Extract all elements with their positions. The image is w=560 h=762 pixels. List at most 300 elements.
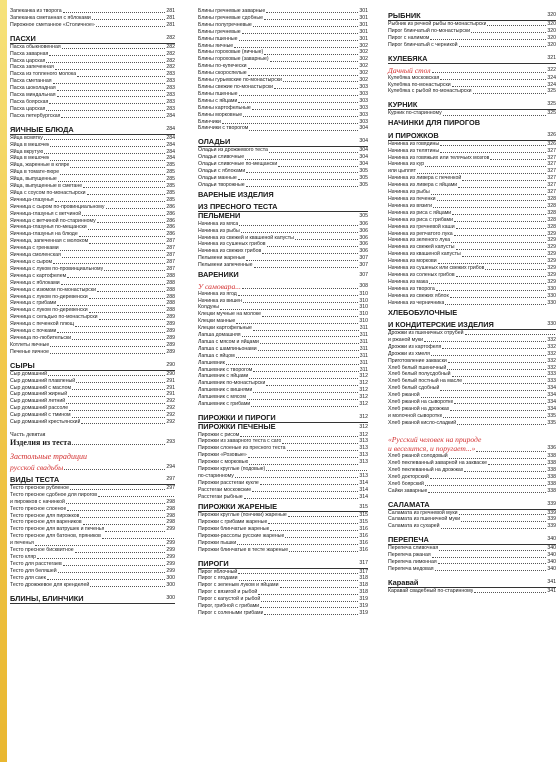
toc-entry	[198, 547, 368, 554]
section-heading	[198, 212, 368, 221]
page-number: 305	[359, 181, 368, 188]
toc-entry	[388, 474, 556, 481]
page-number: 297	[166, 484, 175, 491]
dot-leader	[432, 72, 547, 73]
dot-leader	[79, 236, 166, 237]
toc-entry	[10, 44, 175, 51]
dot-leader	[248, 75, 359, 76]
page-number: 298	[166, 505, 175, 512]
page-number: 333	[547, 378, 556, 385]
page-number: 288	[166, 279, 175, 286]
section-heading	[10, 361, 175, 371]
section-heading	[10, 475, 175, 485]
dot-leader	[435, 570, 547, 571]
toc-entry	[10, 554, 175, 561]
entry-title: Блины пшенные	[198, 35, 238, 42]
toc-entry	[198, 346, 368, 353]
page-number: 327	[547, 182, 556, 189]
dot-leader	[459, 514, 547, 515]
dot-leader	[72, 444, 165, 445]
toc-entry	[198, 540, 368, 547]
toc-entry	[198, 339, 368, 346]
dot-leader	[248, 457, 359, 458]
page-number: 302	[359, 56, 368, 63]
toc-entry	[10, 135, 175, 142]
dot-leader	[239, 95, 359, 96]
dot-leader	[463, 383, 546, 384]
page-number: 285	[166, 189, 175, 196]
toc-entry	[10, 252, 175, 259]
section-heading	[10, 34, 175, 44]
dot-leader	[238, 179, 359, 180]
dot-leader	[87, 194, 166, 195]
dot-leader	[57, 305, 165, 306]
dot-leader	[50, 353, 165, 354]
dot-leader	[235, 477, 359, 478]
entry-title: Начинка из сушеных грибов	[198, 241, 266, 248]
dot-leader	[431, 355, 546, 356]
page-number: 306	[359, 248, 368, 255]
dot-leader	[61, 117, 165, 118]
entry-title: Пирог с солеными грибами	[198, 609, 264, 616]
page-number: 338	[547, 460, 556, 466]
dot-leader	[48, 375, 165, 376]
entry-title: Хлеб ржаной кисло-сладкий	[388, 419, 457, 426]
dot-leader	[72, 389, 165, 390]
page-number: 329	[547, 258, 556, 265]
heading-title: РЫБНИК	[388, 11, 421, 20]
toc-entry	[198, 596, 368, 603]
entry-title: Тесто пресное сдобное для пирогов	[10, 491, 98, 498]
page-number: 299	[166, 567, 175, 574]
entry-title: Хлеб белый постный на масле	[388, 378, 463, 385]
dot-leader	[264, 19, 358, 20]
dot-leader	[253, 330, 359, 331]
entry-title: и пирожков с начинкой	[10, 498, 65, 505]
page-number: 325	[547, 110, 556, 117]
section-heading	[388, 500, 556, 510]
toc-entry	[388, 244, 556, 251]
entry-title: Пирожки с морковью	[198, 459, 249, 466]
page-number: 328	[547, 223, 556, 230]
entry-title: Пирог с капустой и рыбой	[198, 596, 261, 603]
entry-title: Начинка из кур	[388, 161, 425, 168]
toc-entry	[10, 519, 175, 526]
entry-title: Лапша с яйцом	[198, 352, 235, 359]
toc-entry	[388, 330, 556, 337]
dot-leader	[50, 146, 165, 147]
toc-entry	[198, 360, 368, 367]
page-number: 292	[166, 412, 175, 419]
spacer	[10, 356, 175, 358]
dot-leader	[37, 558, 165, 559]
toc-entry	[10, 51, 175, 58]
page-number: 340	[547, 545, 556, 552]
page-number: 318	[359, 575, 368, 582]
entry-title: Пирог с налимом	[388, 34, 430, 41]
toc-entry	[10, 335, 175, 342]
toc-entry	[10, 92, 175, 99]
toc-entry	[10, 506, 175, 513]
entry-title: Пирожки «Розовые»	[198, 452, 247, 459]
dot-leader	[57, 90, 166, 91]
dot-leader	[88, 229, 166, 230]
toc-entry	[198, 112, 368, 119]
dot-leader	[433, 207, 546, 208]
entry-title: Начинка из свежей капусты	[388, 244, 455, 251]
entry-title: Пирог с ягодами	[198, 575, 238, 582]
dot-leader	[448, 362, 547, 363]
page-number: 284	[166, 112, 175, 119]
page-number: 288	[166, 272, 175, 279]
toc-entry	[388, 155, 556, 162]
entry-title: Пирог блинчатый с черникой	[388, 41, 458, 48]
toc-entry	[10, 307, 175, 314]
dot-leader	[430, 39, 546, 40]
page-number: 327	[547, 175, 556, 182]
page-number: 314	[359, 479, 368, 486]
entry-title: Яйца, жаренные в кляре	[10, 162, 70, 169]
page-number: 327	[547, 168, 556, 175]
toc-entry	[388, 251, 556, 258]
page-number: 340	[547, 565, 556, 572]
entry-title: Котлеты яичные	[10, 341, 50, 348]
page-number: 326	[547, 131, 556, 138]
dot-leader	[266, 470, 367, 471]
toc-entry	[198, 105, 368, 112]
entry-title: Начинка из ливера с печенкой	[388, 175, 462, 182]
spacer	[388, 95, 556, 97]
page-number: 315	[359, 518, 368, 525]
page-number: 339	[547, 500, 556, 507]
entry-title: Яйца, выпущенные	[10, 176, 57, 183]
entry-title: Блины морковные	[198, 111, 243, 118]
dot-leader	[459, 46, 547, 47]
dot-leader	[62, 48, 166, 49]
toc-entry	[198, 125, 368, 132]
entry-title: Яичница с сыром по-провинциальному	[10, 203, 105, 210]
dot-leader	[70, 167, 165, 168]
toc-entry	[10, 176, 175, 183]
heading-title: САЛАМАТА	[388, 499, 430, 509]
toc-entry	[198, 603, 368, 610]
dot-leader	[244, 498, 359, 499]
page-number: 299	[166, 540, 175, 547]
toc-entry	[388, 168, 556, 175]
dot-leader	[49, 55, 165, 56]
entry-title: Лапша с шампиньонами	[198, 345, 257, 352]
dot-leader	[46, 62, 165, 63]
entry-title: Пирог с вязигой и рыбой	[198, 589, 258, 596]
dot-leader	[44, 153, 165, 154]
spacer	[388, 495, 556, 497]
dot-leader	[67, 510, 165, 511]
entry-title: Запеканка сметанная с яблоками	[10, 14, 91, 21]
entry-title: Тесто для беляшей	[10, 567, 57, 574]
heading-title: КУРНИК	[388, 100, 418, 110]
page-number: 312	[359, 387, 368, 394]
dot-leader	[295, 239, 358, 240]
dot-leader	[222, 123, 358, 124]
entry-title: Начинка из квашеной капусты	[388, 251, 461, 258]
page-number: 306	[359, 227, 368, 234]
page-number: 332	[547, 343, 556, 350]
page-number: 322	[547, 66, 556, 73]
toc-entry	[388, 182, 556, 189]
toc-entry	[10, 64, 175, 71]
entry-title: и молочной сыворотке	[388, 412, 443, 419]
page-number: 303	[359, 90, 368, 97]
dot-leader	[474, 592, 546, 593]
page-number: 332	[547, 357, 556, 364]
entry-title: Пирожки круглые (подовые)	[198, 466, 266, 473]
toc-entry	[10, 142, 175, 149]
entry-title: Пирог, грибной с грибами	[198, 603, 260, 610]
entry-title: Хлеб ржаной на дрожжах	[388, 405, 450, 412]
toc-entry	[198, 380, 368, 387]
page-number: 339	[547, 523, 556, 530]
page-number: 287	[166, 252, 175, 259]
page-number: 283	[166, 92, 175, 99]
toc-entry	[10, 211, 175, 218]
page-number: 313	[359, 472, 368, 479]
dot-leader	[428, 492, 546, 493]
toc-entry	[388, 365, 556, 372]
toc-entry	[388, 189, 556, 196]
entry-title: Клецки картофельные	[198, 325, 252, 332]
entry-title: Начинка из соленых грибов	[388, 271, 455, 278]
entry-title: Приготовление закваски	[388, 357, 447, 364]
page-number: 299	[166, 560, 175, 567]
page-number: 311	[359, 332, 368, 339]
page-number: 281	[166, 8, 175, 14]
entry-title: Пирожное сметанное «Столичное»	[10, 21, 95, 28]
entry-title: Лапша домашняя	[198, 332, 241, 339]
entry-title: Каравай свадебный по-старинному	[388, 587, 474, 594]
part-title-row	[10, 438, 175, 447]
dot-leader	[55, 201, 166, 202]
entry-title: Кулебяка московская	[388, 74, 440, 81]
toc-entry	[198, 575, 368, 582]
page-number: 341	[547, 578, 556, 585]
page-number: 290	[166, 370, 175, 377]
page-number: 316	[359, 532, 368, 539]
dot-leader	[89, 298, 166, 299]
toc-entry	[198, 512, 368, 519]
toc-entry	[388, 510, 556, 517]
page-number: 330	[547, 292, 556, 299]
toc-entry	[10, 533, 175, 540]
toc-entry	[10, 169, 175, 176]
page-number: 304	[359, 154, 368, 161]
toc-entry	[10, 231, 175, 238]
page-number: 304	[359, 161, 368, 168]
dot-leader	[97, 291, 165, 292]
entry-title: Яичница-глазунья на блюде	[10, 231, 78, 238]
page-number: 310	[359, 290, 368, 297]
entry-title: Начинка из свежих яблок	[388, 292, 449, 299]
spacer	[10, 589, 175, 591]
page-number: 312	[359, 414, 368, 420]
spacer	[388, 530, 556, 532]
entry-title: Яйца вкрутую	[10, 148, 44, 155]
section-heading	[10, 594, 175, 604]
dot-leader	[75, 552, 166, 553]
entry-title: Тесто пресное для батонов, пряников	[10, 533, 101, 540]
toc-entry	[388, 237, 556, 244]
entry-title: Хлеб докторский	[388, 473, 429, 480]
page-number: 293	[166, 438, 175, 445]
toc-entry	[388, 286, 556, 293]
page-number: 329	[547, 278, 556, 285]
entry-title: Хлеб белый полусдобный	[388, 371, 451, 378]
toc-entry	[198, 452, 368, 459]
dot-leader	[253, 371, 358, 372]
heading-title: ПАСХИ	[10, 33, 36, 43]
page-number: 316	[359, 546, 368, 553]
toc-entry	[198, 466, 368, 473]
dot-leader	[267, 246, 359, 247]
page-number: 319	[359, 609, 368, 616]
entry-title: Оладьи манные	[198, 174, 237, 181]
dot-leader	[81, 423, 165, 424]
entry-title: Начинка из рыбы	[198, 227, 240, 234]
entry-title: Хлеб ржаной	[388, 392, 420, 399]
dot-leader	[53, 83, 166, 84]
toc-entry	[388, 293, 556, 300]
dot-leader	[439, 550, 546, 551]
entry-title: Пасха обыкновенная	[10, 43, 61, 50]
page-number: 310	[359, 297, 368, 304]
heading-title: КУЛЕБЯКА	[388, 53, 428, 63]
toc-entry	[388, 272, 556, 279]
entry-title: Сыр домашний с тмином	[10, 412, 71, 419]
page-number: 283	[166, 71, 175, 78]
toc-entry	[10, 183, 175, 190]
toc-column-right	[388, 8, 556, 595]
entry-title: Пасха царская	[10, 105, 46, 112]
entry-title: Яичница с сельдью по-монастырски	[10, 314, 98, 321]
entry-title: Блины гурьевские по-монастырски	[198, 77, 282, 84]
entry-title: Саламата из сухарей	[388, 523, 440, 530]
entry-title: или цыплят	[388, 168, 416, 175]
toc-entry	[198, 438, 368, 445]
toc-entry	[198, 221, 368, 228]
entry-title: Начинка из телятины	[388, 147, 440, 154]
toc-entry	[388, 196, 556, 203]
feature-title-row	[388, 66, 556, 75]
entry-title: Блины с яйцами	[198, 97, 238, 104]
page-number: 284	[166, 155, 175, 162]
entry-title: по-старинному	[198, 472, 234, 479]
dot-leader	[471, 32, 546, 33]
page-number: 289	[166, 334, 175, 341]
page-number: 301	[359, 28, 368, 35]
entry-title: Пельмени запеченные	[198, 262, 253, 269]
dot-leader	[266, 12, 358, 13]
page-number: 312	[359, 380, 368, 387]
dot-leader	[236, 357, 359, 358]
entry-title: Начинка из черничника	[388, 299, 445, 306]
entry-title: Яйца в мешочек	[10, 155, 50, 162]
page-number: 328	[547, 209, 556, 216]
page-number: 282	[166, 64, 175, 71]
toc-entry	[198, 241, 368, 248]
entry-title: Колдуны	[198, 304, 220, 311]
toc-entry	[198, 325, 368, 332]
part-title: Изделия из теста	[10, 437, 72, 447]
page-number: 324	[547, 81, 556, 88]
page-number: 335	[547, 419, 556, 426]
entry-title: Яичница с луком по-деревенски	[10, 293, 88, 300]
entry-title: Пирожки пышки	[198, 539, 237, 546]
dot-leader	[55, 69, 165, 70]
page-number: 285	[166, 176, 175, 183]
dot-leader	[461, 521, 546, 522]
dot-leader	[243, 116, 358, 117]
dot-leader	[258, 594, 358, 595]
page-number: 299	[166, 526, 175, 533]
toc-entry	[198, 84, 368, 91]
entry-title: Пирог блинчатый по-монастырски	[388, 27, 471, 34]
page-number: 332	[547, 364, 556, 371]
toc-entry	[388, 337, 556, 344]
spacer	[198, 132, 368, 134]
dot-leader	[246, 172, 358, 173]
section-heading	[388, 578, 556, 588]
page-number: 284	[166, 125, 175, 132]
entry-title: Начинка из мака	[388, 278, 429, 285]
page-number: 300	[166, 581, 175, 588]
toc-entry	[388, 217, 556, 224]
page-number: 301	[359, 8, 368, 14]
toc-entry	[198, 15, 368, 22]
entry-title: Яичница с сыром	[10, 259, 53, 265]
entry-title: Блинчики с творогом	[198, 125, 249, 132]
dot-leader	[456, 276, 547, 277]
page-number: 320	[547, 12, 556, 18]
toc-entry	[10, 106, 175, 113]
entry-title: Блины свежие по-монастырски	[198, 83, 274, 90]
toc-entry	[10, 342, 175, 349]
toc-entry	[10, 526, 175, 533]
dot-leader	[487, 25, 546, 26]
page-number: 294	[166, 463, 175, 470]
page-number: 340	[547, 552, 556, 559]
dot-leader	[262, 316, 358, 317]
dot-leader	[252, 491, 358, 492]
toc-entry	[198, 353, 368, 360]
page-number: 289	[166, 314, 175, 321]
spacer	[198, 554, 368, 556]
toc-entry	[388, 231, 556, 238]
dot-leader	[280, 587, 359, 588]
entry-title: Саламата из гречневой муки	[388, 509, 458, 516]
page-number: 285	[166, 183, 175, 190]
dot-leader	[60, 174, 165, 175]
feature-title: У самовара...	[198, 281, 241, 291]
toc-entry	[10, 378, 175, 385]
dot-leader	[270, 61, 359, 62]
entry-title: Пирожки с грибами жареные	[198, 518, 268, 525]
dot-leader	[63, 565, 166, 566]
page-number: 288	[166, 293, 175, 300]
page-number: 287	[166, 245, 175, 252]
page-number: 327	[547, 147, 556, 154]
page-number: 282	[166, 57, 175, 64]
dot-leader	[68, 396, 165, 397]
dot-leader	[242, 288, 358, 289]
